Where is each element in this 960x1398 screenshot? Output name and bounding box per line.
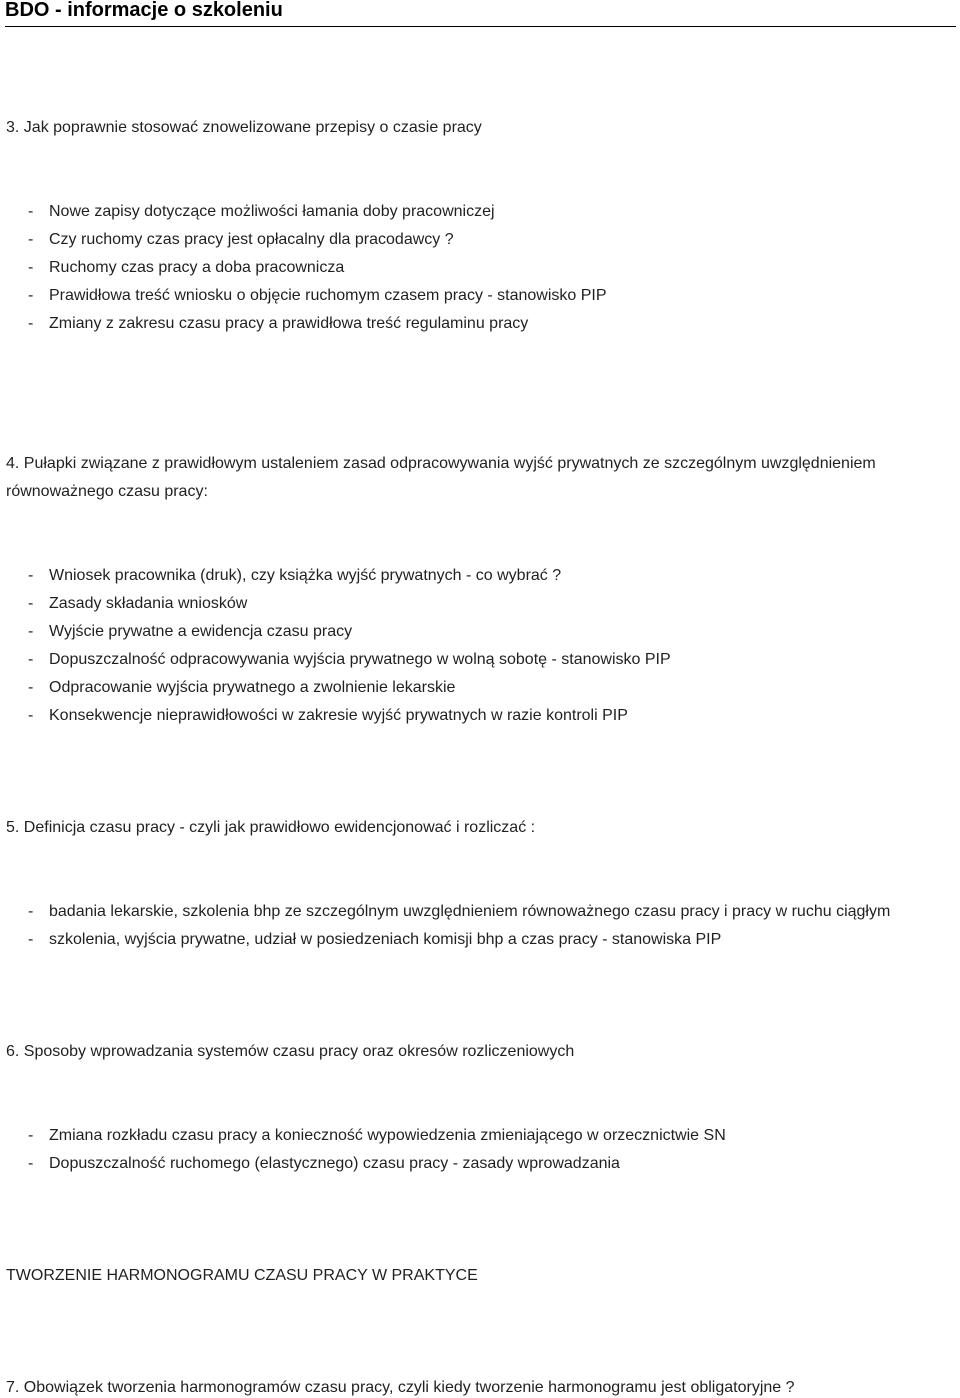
list-item: [28, 594, 247, 614]
list-item: [28, 650, 671, 670]
list-item-text: Ruchomy czas pracy a doba pracownicza: [49, 259, 345, 276]
list-item: [28, 286, 607, 306]
list-item: [28, 622, 352, 642]
bullet-dash: -: [28, 315, 34, 332]
list-item: [28, 930, 721, 950]
list-item: [28, 258, 344, 278]
section-heading: 6. Sposoby wprowadzania systemów czasu pracy oraz okresów rozliczeniowych: [6, 1043, 575, 1060]
bullet-dash: -: [28, 623, 34, 640]
list-item-text: badania lekarskie, szkolenia bhp ze szczególnym uwzględnieniem równoważnego czasu pracy i pracy w ruchu ciągłym: [49, 903, 891, 920]
list-item-text: Zmiany z zakresu czasu pracy a prawidłowa treść regulaminu pracy: [49, 315, 529, 332]
list-item: [28, 230, 454, 250]
section-heading-continued: równoważnego czasu pracy:: [6, 483, 208, 500]
list-item-text: Odpracowanie wyjścia prywatnego a zwolnienie lekarskie: [49, 679, 456, 696]
title-divider: [5, 26, 956, 27]
page-title: BDO - informacje o szkoleniu: [5, 0, 283, 21]
list-item-text: Dopuszczalność ruchomego (elastycznego) czasu pracy - zasady wprowadzania: [49, 1155, 620, 1172]
list-item: [28, 314, 528, 334]
section-heading: 4. Pułapki związane z prawidłowym ustaleniem zasad odpracowywania wyjść prywatnych ze szczególnym uwzględnieniem: [6, 455, 876, 472]
bullet-dash: -: [28, 259, 34, 276]
list-item-text: Wniosek pracownika (druk), czy książka wyjść prywatnych - co wybrać ?: [49, 567, 562, 584]
bullet-dash: -: [28, 567, 34, 584]
bullet-dash: -: [28, 931, 34, 948]
list-item-text: Dopuszczalność odpracowywania wyjścia prywatnego w wolną sobotę - stanowisko PIP: [49, 651, 671, 668]
list-item: [28, 1154, 620, 1174]
list-item-text: Czy ruchomy czas pracy jest opłacalny dla pracodawcy ?: [49, 231, 454, 248]
bullet-dash: -: [28, 231, 34, 248]
bullet-dash: -: [28, 203, 34, 220]
list-item: [28, 566, 561, 586]
bullet-dash: -: [28, 707, 34, 724]
bullet-dash: -: [28, 903, 34, 920]
section-heading: 3. Jak poprawnie stosować znowelizowane przepisy o czasie pracy: [6, 119, 482, 136]
list-item-text: Zasady składania wniosków: [49, 595, 248, 612]
section-heading: 7. Obowiązek tworzenia harmonogramów czasu pracy, czyli kiedy tworzenie harmonogramu jest obligatoryjne ?: [6, 1379, 795, 1396]
list-item-text: Konsekwencje nieprawidłowości w zakresie wyjść prywatnych w razie kontroli PIP: [49, 707, 628, 724]
bullet-dash: -: [28, 679, 34, 696]
bullet-dash: -: [28, 1127, 34, 1144]
bullet-dash: -: [28, 287, 34, 304]
bullet-dash: -: [28, 651, 34, 668]
list-item: [28, 902, 890, 922]
list-item: [28, 678, 455, 698]
part-header: TWORZENIE HARMONOGRAMU CZASU PRACY W PRAKTYCE: [6, 1267, 478, 1284]
list-item: [28, 1126, 726, 1146]
bullet-dash: -: [28, 595, 34, 612]
list-item: [28, 706, 628, 726]
list-item-text: Wyjście prywatne a ewidencja czasu pracy: [49, 623, 353, 640]
list-item-text: Nowe zapisy dotyczące możliwości łamania doby pracowniczej: [49, 203, 495, 220]
list-item-text: Prawidłowa treść wniosku o objęcie ruchomym czasem pracy - stanowisko PIP: [49, 287, 607, 304]
section-heading: 5. Definicja czasu pracy - czyli jak prawidłowo ewidencjonować i rozliczać :: [6, 819, 536, 836]
list-item-text: szkolenia, wyjścia prywatne, udział w posiedzeniach komisji bhp a czas pracy - stanowiska PIP: [49, 931, 722, 948]
list-item: [28, 202, 495, 222]
bullet-dash: -: [28, 1155, 34, 1172]
list-item-text: Zmiana rozkładu czasu pracy a konieczność wypowiedzenia zmieniającego w orzecznictwie SN: [49, 1127, 726, 1144]
